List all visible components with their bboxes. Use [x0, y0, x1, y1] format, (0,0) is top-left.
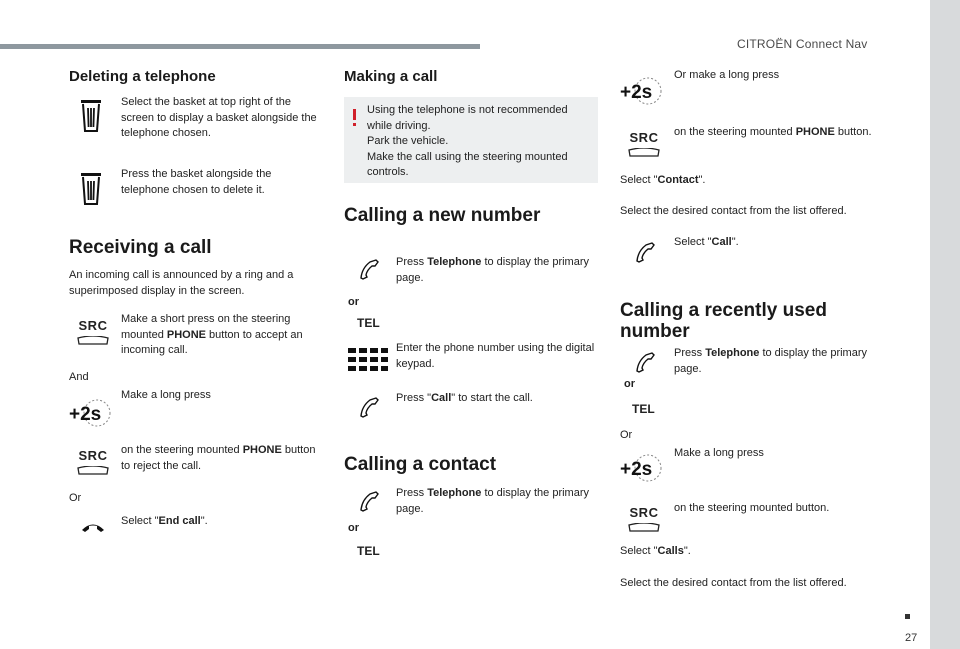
select-call-text: Select "Call". — [674, 236, 739, 248]
long-press-icon — [69, 398, 113, 433]
long-press-icon — [620, 453, 664, 488]
or-label: Or — [620, 429, 633, 441]
handset-icon — [626, 148, 662, 158]
handset-icon — [75, 466, 111, 476]
tel-button-icon: TEL — [357, 544, 380, 558]
contact-title: Calling a contact — [344, 454, 497, 475]
select-contact-text: Select "Contact". — [620, 174, 706, 186]
deleting-step-1: Select the basket at top right of the screen to display a basket alongside the telephone chosen. — [121, 96, 317, 139]
page-end-marker — [905, 614, 910, 619]
warning-icon — [353, 109, 356, 120]
steering-button-text: on the steering mounted button. — [674, 502, 830, 514]
start-call-text: Press "Call" to start the call. — [396, 392, 533, 404]
phone-icon — [358, 396, 380, 418]
and-label: And — [69, 371, 89, 383]
src-button-icon: SRC — [75, 448, 111, 481]
warning-box — [344, 97, 598, 183]
long-press-ring-icon — [620, 453, 664, 483]
tel-button-icon: TEL — [357, 316, 380, 330]
new-number-step-1: Press Telephone to display the primary page. — [396, 256, 589, 284]
deleting-title: Deleting a telephone — [69, 68, 216, 85]
recent-number-title: Calling a recently used number — [620, 300, 827, 342]
svg-text:+2s: +2s — [620, 82, 653, 103]
short-press-text: Make a short press on the steering mounted PHONE button to accept an incoming call. — [121, 313, 303, 356]
trash-icon — [81, 100, 101, 132]
new-number-title: Calling a new number — [344, 205, 541, 226]
handset-icon — [626, 523, 662, 533]
warning-icon-dot — [353, 123, 356, 126]
long-press-icon — [620, 76, 664, 111]
phone-icon — [634, 241, 656, 263]
or-label: or — [348, 522, 359, 534]
src-button-icon: SRC — [75, 318, 111, 351]
svg-text:+2s: +2s — [620, 459, 653, 480]
phone-icon — [358, 490, 380, 512]
receiving-intro: An incoming call is announced by a ring and a superimposed display in the screen. — [69, 269, 294, 297]
keypad-icon — [348, 348, 388, 372]
warning-text: Using the telephone is not recommended while driving. Park the vehicle. Make the call using the steering mounted controls. — [367, 104, 568, 178]
long-press-text: Make a long press — [674, 447, 764, 459]
long-press-text: Or make a long press — [674, 69, 780, 81]
phone-icon — [358, 258, 380, 280]
long-press-ring-icon — [620, 76, 664, 106]
making-call-title: Making a call — [344, 68, 438, 85]
long-press-ring-icon — [69, 398, 113, 428]
brand-title: CITROËN Connect Nav — [737, 37, 868, 51]
phone-icon — [634, 351, 656, 373]
select-calls-text: Select "Calls". — [620, 545, 691, 557]
receiving-title: Receiving a call — [69, 237, 212, 258]
or-label: Or — [69, 492, 82, 504]
trash-icon — [81, 173, 101, 205]
end-call-text: Select "End call". — [121, 515, 208, 527]
src-button-icon: SRC — [626, 130, 662, 163]
side-margin-bar — [930, 0, 960, 649]
select-desired-text: Select the desired contact from the list offered. — [620, 205, 847, 217]
phone-button-text: on the steering mounted PHONE button. — [674, 126, 872, 138]
long-press-text: Make a long press — [121, 389, 211, 401]
header-rule — [0, 44, 480, 49]
src-button-icon: SRC — [626, 505, 662, 538]
recent-step-1: Press Telephone to display the primary page. — [674, 347, 867, 375]
enter-number-text: Enter the phone number using the digital keypad. — [396, 342, 595, 370]
page-number: 27 — [905, 632, 918, 644]
hang-up-icon — [81, 521, 105, 533]
select-desired-text: Select the desired contact from the list offered. — [620, 577, 847, 589]
deleting-step-2: Press the basket alongside the telephone chosen to delete it. — [121, 168, 272, 196]
or-label: or — [624, 378, 635, 390]
or-label: or — [348, 296, 359, 308]
handset-icon — [75, 336, 111, 346]
contact-step-1: Press Telephone to display the primary page. — [396, 487, 589, 515]
svg-text:+2s: +2s — [69, 404, 102, 425]
tel-button-icon: TEL — [632, 402, 655, 416]
reject-text: on the steering mounted PHONE button to reject the call. — [121, 444, 316, 472]
